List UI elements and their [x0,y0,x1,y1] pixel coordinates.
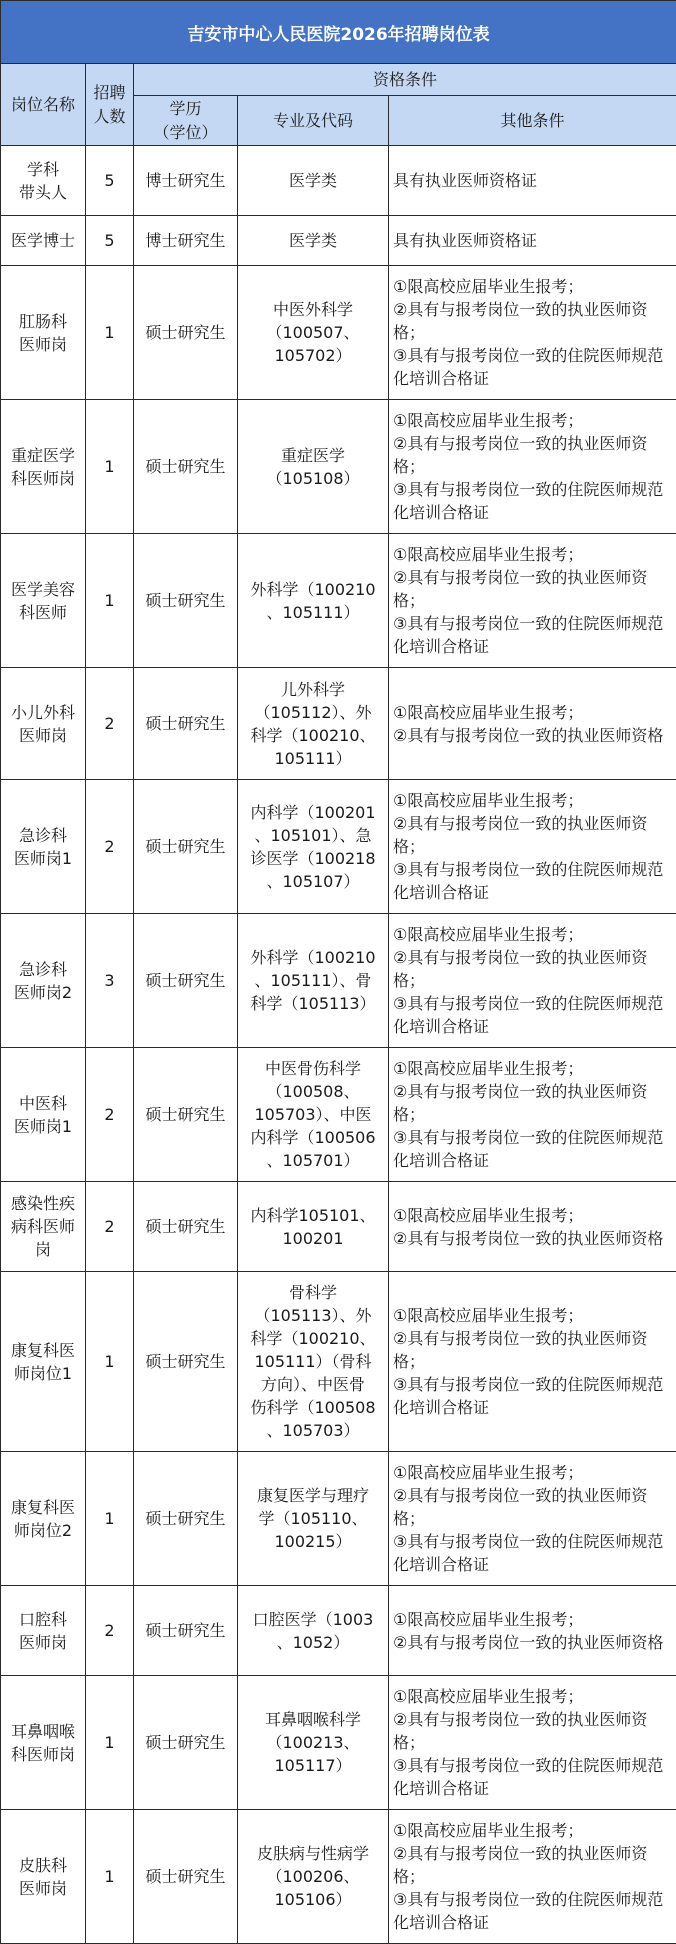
other-conditions-cell: ①限高校应届毕业生报考； ②具有与报考岗位一致的执业医师资格； ③具有与报考岗位一致的住院医师规范化培训合格证 [389,780,676,914]
position-cell: 医学美容 科医师 [1,534,86,668]
header-count: 招聘 人数 [86,64,134,146]
table-row [1,534,676,668]
table-row [1,400,676,534]
other-conditions-cell: ①限高校应届毕业生报考； ②具有与报考岗位一致的执业医师资格； ③具有与报考岗位一致的住院医师规范化培训合格证 [389,1452,676,1586]
position-cell: 中医科 医师岗1 [1,1048,86,1182]
header-row-1 [1,64,676,96]
education-cell: 硕士研究生 [134,400,238,534]
education-cell: 硕士研究生 [134,1182,238,1272]
header-education: 学历 （学位） [134,96,238,146]
position-cell: 康复科医 师岗位1 [1,1272,86,1452]
education-cell: 硕士研究生 [134,668,238,780]
education-cell: 硕士研究生 [134,534,238,668]
major-cell: 医学类 [238,216,389,266]
count-cell: 1 [86,266,134,400]
title-row [1,1,676,64]
count-cell: 2 [86,1586,134,1676]
header-major: 专业及代码 [238,96,389,146]
count-cell: 1 [86,1272,134,1452]
count-cell: 3 [86,914,134,1048]
other-conditions-cell: 具有执业医师资格证 [389,146,676,216]
table-row [1,780,676,914]
header-other: 其他条件 [389,96,676,146]
education-cell: 硕士研究生 [134,780,238,914]
education-cell: 硕士研究生 [134,266,238,400]
major-cell: 皮肤病与性病学 （100206、 105106） [238,1810,389,1944]
other-conditions-cell: 具有执业医师资格证 [389,216,676,266]
major-cell: 外科学（100210 、105111） [238,534,389,668]
table-row [1,668,676,780]
education-cell: 硕士研究生 [134,1810,238,1944]
other-conditions-cell: ①限高校应届毕业生报考； ②具有与报考岗位一致的执业医师资格； ③具有与报考岗位一致的住院医师规范化培训合格证 [389,914,676,1048]
count-cell: 1 [86,400,134,534]
position-cell: 急诊科 医师岗1 [1,780,86,914]
table-row [1,1676,676,1810]
count-cell: 5 [86,146,134,216]
education-cell: 博士研究生 [134,216,238,266]
position-cell: 医学博士 [1,216,86,266]
major-cell: 中医外科学 （100507、 105702） [238,266,389,400]
position-cell: 学科 带头人 [1,146,86,216]
major-cell: 内科学（100201 、105101）、急 诊医学（100218 、105107） [238,780,389,914]
position-cell: 耳鼻咽喉 科医师岗 [1,1676,86,1810]
position-cell: 小儿外科 医师岗 [1,668,86,780]
table-row [1,1272,676,1452]
position-cell: 口腔科 医师岗 [1,1586,86,1676]
education-cell: 硕士研究生 [134,1452,238,1586]
other-conditions-cell: ①限高校应届毕业生报考； ②具有与报考岗位一致的执业医师资格； ③具有与报考岗位一致的住院医师规范化培训合格证 [389,1676,676,1810]
table-row [1,1810,676,1944]
major-cell: 康复医学与理疗 学（105110、 100215） [238,1452,389,1586]
header-position: 岗位名称 [1,64,86,146]
major-cell: 内科学105101、 100201 [238,1182,389,1272]
major-cell: 重症医学 （105108） [238,400,389,534]
table-row [1,1182,676,1272]
count-cell: 2 [86,1048,134,1182]
major-cell: 医学类 [238,146,389,216]
position-cell: 重症医学 科医师岗 [1,400,86,534]
table-row [1,914,676,1048]
header-qualifications: 资格条件 [134,64,676,96]
count-cell: 2 [86,780,134,914]
major-cell: 骨科学 （105113）、外 科学（100210、 105111）（骨科 方向）、中医骨 伤科学（100508 、105703） [238,1272,389,1452]
other-conditions-cell: ①限高校应届毕业生报考； ②具有与报考岗位一致的执业医师资格 [389,668,676,780]
table-row [1,266,676,400]
table-row [1,1048,676,1182]
education-cell: 硕士研究生 [134,1272,238,1452]
other-conditions-cell: ①限高校应届毕业生报考； ②具有与报考岗位一致的执业医师资格； ③具有与报考岗位一致的住院医师规范化培训合格证 [389,534,676,668]
other-conditions-cell: ①限高校应届毕业生报考； ②具有与报考岗位一致的执业医师资格； ③具有与报考岗位一致的住院医师规范化培训合格证 [389,1272,676,1452]
count-cell: 2 [86,1182,134,1272]
major-cell: 耳鼻咽喉科学 （100213、 105117） [238,1676,389,1810]
major-cell: 中医骨伤科学 （100508、 105703）、中医 内科学（100506 、105701） [238,1048,389,1182]
major-cell: 外科学（100210 、105111）、骨 科学（105113） [238,914,389,1048]
major-cell: 口腔医学（1003 、1052） [238,1586,389,1676]
count-cell: 5 [86,216,134,266]
position-cell: 皮肤科 医师岗 [1,1810,86,1944]
education-cell: 硕士研究生 [134,1048,238,1182]
education-cell: 博士研究生 [134,146,238,216]
position-cell: 肛肠科 医师岗 [1,266,86,400]
other-conditions-cell: ①限高校应届毕业生报考； ②具有与报考岗位一致的执业医师资格 [389,1182,676,1272]
other-conditions-cell: ①限高校应届毕业生报考； ②具有与报考岗位一致的执业医师资格； ③具有与报考岗位一致的住院医师规范化培训合格证 [389,1048,676,1182]
major-cell: 儿外科学 （105112）、外 科学（100210、 105111） [238,668,389,780]
table-row [1,1586,676,1676]
count-cell: 1 [86,1452,134,1586]
position-cell: 急诊科 医师岗2 [1,914,86,1048]
other-conditions-cell: ①限高校应届毕业生报考； ②具有与报考岗位一致的执业医师资格； ③具有与报考岗位一致的住院医师规范化培训合格证 [389,266,676,400]
position-cell: 康复科医 师岗位2 [1,1452,86,1586]
education-cell: 硕士研究生 [134,914,238,1048]
count-cell: 1 [86,1676,134,1810]
other-conditions-cell: ①限高校应届毕业生报考； ②具有与报考岗位一致的执业医师资格 [389,1586,676,1676]
table-row [1,146,676,216]
education-cell: 硕士研究生 [134,1586,238,1676]
count-cell: 2 [86,668,134,780]
count-cell: 1 [86,1810,134,1944]
table-row [1,1452,676,1586]
other-conditions-cell: ①限高校应届毕业生报考； ②具有与报考岗位一致的执业医师资格； ③具有与报考岗位一致的住院医师规范化培训合格证 [389,1810,676,1944]
other-conditions-cell: ①限高校应届毕业生报考； ②具有与报考岗位一致的执业医师资格； ③具有与报考岗位一致的住院医师规范化培训合格证 [389,400,676,534]
table-row [1,216,676,266]
education-cell: 硕士研究生 [134,1676,238,1810]
count-cell: 1 [86,534,134,668]
table-title: 吉安市中心人民医院2026年招聘岗位表 [1,1,676,64]
position-cell: 感染性疾 病科医师 岗 [1,1182,86,1272]
